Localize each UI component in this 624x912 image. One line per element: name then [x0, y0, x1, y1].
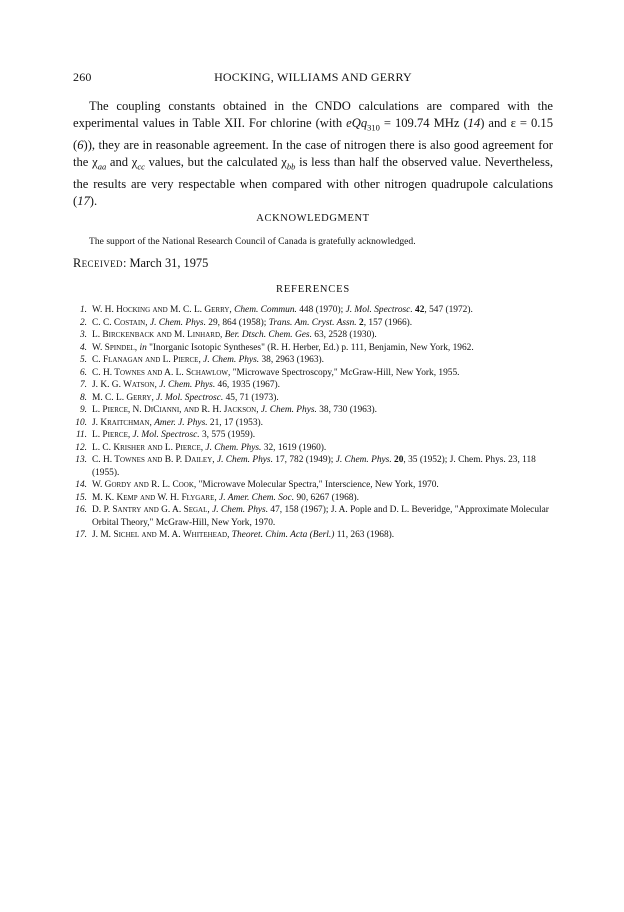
reference-sep: ,: [134, 342, 140, 353]
reference-details: "Inorganic Isotopic Syntheses" (R. H. Herber, Ed.) p. 111, Benjamin, New York, 1962.: [146, 342, 474, 353]
body-text: ).: [89, 194, 98, 209]
subscript-text: aa: [97, 161, 107, 172]
body-text: ) and ε = 0.15 (: [73, 116, 553, 152]
reference-item: [73, 354, 563, 367]
citation: 17: [77, 194, 90, 209]
reference-details: 38, 2963 (1963).: [259, 355, 324, 365]
reference-details: 29, 864 (1958);: [205, 317, 269, 328]
reference-sep: ,: [227, 530, 232, 540]
reference-details: 3, 575 (1959).: [199, 430, 256, 440]
reference-journal: J. Chem. Phys.: [260, 405, 317, 415]
reference-volume: 20: [391, 455, 404, 465]
reference-journal: J. Chem. Phys.: [205, 442, 262, 453]
reference-journal-2: Trans. Am. Cryst. Assn.: [268, 317, 357, 328]
reference-number: 1.: [79, 305, 87, 315]
reference-authors: D. P. Santry and G. A. Segal: [92, 505, 208, 515]
reference-journal: J. Chem. Phys.: [149, 317, 206, 328]
reference-item: [73, 479, 563, 492]
reference-item: [73, 329, 563, 342]
reference-details-2: , 547 (1972).: [424, 305, 473, 315]
reference-number: 4.: [79, 342, 87, 353]
body-text: and χ: [106, 155, 138, 170]
chi-subscript: [98, 162, 107, 172]
received-date: [73, 256, 553, 271]
reference-item: [73, 392, 563, 405]
reference-details: 63, 2528 (1930).: [311, 330, 377, 340]
body-text: = 109.74 MHz (: [379, 116, 468, 131]
reference-journal: J. Chem. Phys.: [212, 505, 269, 515]
reference-number: 8.: [79, 392, 87, 403]
reference-details: 46, 1935 (1967).: [215, 380, 281, 390]
reference-details: 448 (1970);: [296, 305, 346, 315]
reference-sep: ,: [207, 505, 213, 515]
citation: 14: [467, 116, 481, 131]
reference-details: 38, 730 (1963).: [316, 405, 378, 415]
reference-sep: ,: [212, 455, 217, 465]
reference-item: [73, 492, 563, 505]
reference-authors: J. K. G. Watson: [92, 380, 155, 390]
reference-authors: J. Kraitchman: [92, 417, 150, 428]
reference-item: [73, 504, 563, 529]
coupling-constants-paragraph: [73, 98, 553, 210]
reference-journal: J. Chem. Phys.: [203, 355, 260, 365]
reference-number: 15.: [75, 492, 87, 503]
reference-details: 32, 1619 (1960).: [261, 442, 327, 453]
eqq-symbol: eQq: [346, 116, 368, 131]
reference-details: 45, 71 (1973).: [223, 392, 279, 403]
body-text: )), they are in reasonable agreement. In the case of nitrogen there is also good agreement for the χ: [73, 137, 553, 170]
reference-details: "Microwave Molecular Spectra," Interscience, New York, 1970.: [198, 480, 439, 490]
received-value: : March 31, 1975: [122, 256, 209, 270]
page-header: [73, 70, 553, 86]
reference-sep: ,: [256, 405, 261, 415]
received-label: Received: [73, 256, 123, 270]
reference-journal: J. Mol. Spectrosc.: [156, 392, 224, 403]
reference-number: 16.: [75, 505, 87, 515]
reference-number: 7.: [79, 380, 87, 390]
reference-number: 13.: [75, 455, 87, 465]
reference-details: 47, 158 (1967); J. A. Pople and D. L. Beveridge, "Approximate Molecular Orbital Theory," McGraw-Hill, New York, 1970.: [92, 505, 549, 528]
reference-item: [73, 342, 563, 355]
reference-authors: L. Pierce: [92, 430, 128, 440]
reference-authors: M. K. Kemp and W. H. Flygare: [92, 492, 215, 503]
reference-number: 6.: [79, 367, 87, 378]
references-list: [73, 304, 563, 542]
reference-sep: ,: [198, 355, 204, 365]
reference-details-2: , 157 (1966).: [363, 317, 413, 328]
reference-item: [73, 379, 563, 392]
reference-journal: J. Mol. Spectrosc.: [132, 430, 200, 440]
running-title: HOCKING, WILLIAMS AND GERRY: [214, 70, 412, 84]
reference-details: 17, 782 (1949);: [272, 455, 336, 465]
reference-authors: C. H. Townes and B. P. Dailey: [92, 455, 213, 465]
body-text: The coupling constants obtained in the CNDO calculations are compared with the experimental values in Table XII. For chlorine (with: [73, 99, 553, 131]
subscript-text: cc: [137, 161, 145, 172]
reference-sep: ,: [154, 380, 160, 390]
reference-number: 10.: [75, 417, 87, 428]
reference-authors: W. H. Hocking and M. C. L. Gerry: [92, 305, 230, 315]
reference-sep: ,: [220, 330, 225, 340]
reference-volume: 2: [356, 317, 364, 328]
reference-journal: Theoret. Chim. Acta (Berl.): [231, 530, 335, 540]
reference-journal-2: J. Mol. Spectrosc.: [345, 305, 413, 315]
reference-item: [73, 417, 563, 430]
reference-number: 5.: [79, 355, 87, 365]
reference-number: 14.: [75, 480, 87, 490]
reference-journal: Chem. Commun.: [234, 305, 297, 315]
reference-item: [73, 317, 563, 330]
reference-number: 3.: [79, 330, 87, 340]
reference-authors: W. Spindel: [92, 342, 135, 353]
reference-item: [73, 367, 563, 380]
references-heading: REFERENCES: [276, 284, 350, 295]
citation: 6: [77, 137, 84, 152]
reference-sep: ,: [151, 392, 157, 403]
reference-journal: J. Amer. Chem. Soc.: [219, 492, 295, 503]
reference-details-2: , 35 (1952); J. Chem. Phys. 23, 118 (1955).: [92, 455, 536, 478]
reference-authors: C. H. Townes and A. L. Schawlow: [92, 367, 229, 378]
reference-sep: ,: [228, 367, 233, 378]
reference-journal: J. Chem. Phys.: [216, 455, 273, 465]
reference-authors: W. Gordy and R. L. Cook: [92, 480, 194, 490]
reference-journal: Amer. J. Phys.: [154, 417, 208, 428]
reference-authors: L. Pierce, N. DiCianni, and R. H. Jackson: [92, 405, 257, 415]
reference-authors: M. C. L. Gerry: [92, 392, 152, 403]
reference-details: 21, 17 (1953).: [207, 417, 264, 428]
reference-authors: C. Flanagan and L. Pierce: [92, 355, 199, 365]
subscript-text: bb: [286, 161, 296, 172]
page-number: 260: [73, 70, 92, 84]
reference-item: [73, 304, 563, 317]
reference-authors: J. M. Sichel and M. A. Whitehead: [92, 530, 228, 540]
body-text: is less than half the observed value. Nevertheless, the results are very respectable when compared with other nitrogen quadrupole calculations (: [73, 155, 554, 209]
reference-details: 90, 6267 (1968).: [294, 492, 359, 503]
reference-number: 11.: [75, 430, 87, 440]
reference-details: "Microwave Spectroscopy," McGraw-Hill, New York, 1955.: [232, 367, 460, 378]
acknowledgment-text: The support of the National Research Council of Canada is gratefully acknowledged.: [89, 236, 416, 247]
reference-number: 12.: [75, 442, 87, 453]
reference-number: 9.: [79, 405, 87, 415]
body-text: values, but the calculated χ: [144, 155, 287, 170]
reference-sep: ,: [200, 442, 206, 453]
reference-item: [73, 404, 563, 417]
reference-journal: Ber. Dtsch. Chem. Ges.: [224, 330, 312, 340]
reference-journal: in: [139, 342, 147, 353]
reference-authors: C. C. Costain: [92, 317, 146, 328]
reference-sep: ,: [214, 492, 220, 503]
reference-volume: 42: [412, 305, 425, 315]
reference-item: [73, 442, 563, 455]
reference-number: 2.: [79, 317, 87, 328]
reference-journal: J. Chem. Phys.: [159, 380, 216, 390]
reference-number: 17.: [75, 530, 87, 540]
chi-subscript: [137, 162, 145, 172]
eqq-subscript: 310: [367, 122, 380, 133]
reference-sep: ,: [127, 430, 133, 440]
reference-sep: ,: [193, 480, 199, 490]
body-paragraph: [73, 98, 553, 210]
reference-item: [73, 529, 563, 542]
reference-journal-2: J. Chem. Phys.: [335, 455, 392, 465]
reference-sep: ,: [229, 305, 235, 315]
reference-item: [73, 429, 563, 442]
reference-authors: L. Birckenback and M. Linhard: [92, 330, 220, 340]
reference-authors: L. C. Krisher and L. Pierce: [92, 442, 201, 453]
reference-sep: ,: [145, 317, 150, 328]
acknowledgment-heading: ACKNOWLEDGMENT: [256, 213, 370, 224]
reference-item: [73, 454, 563, 479]
reference-details: 11, 263 (1968).: [334, 530, 395, 540]
reference-sep: ,: [149, 417, 155, 428]
